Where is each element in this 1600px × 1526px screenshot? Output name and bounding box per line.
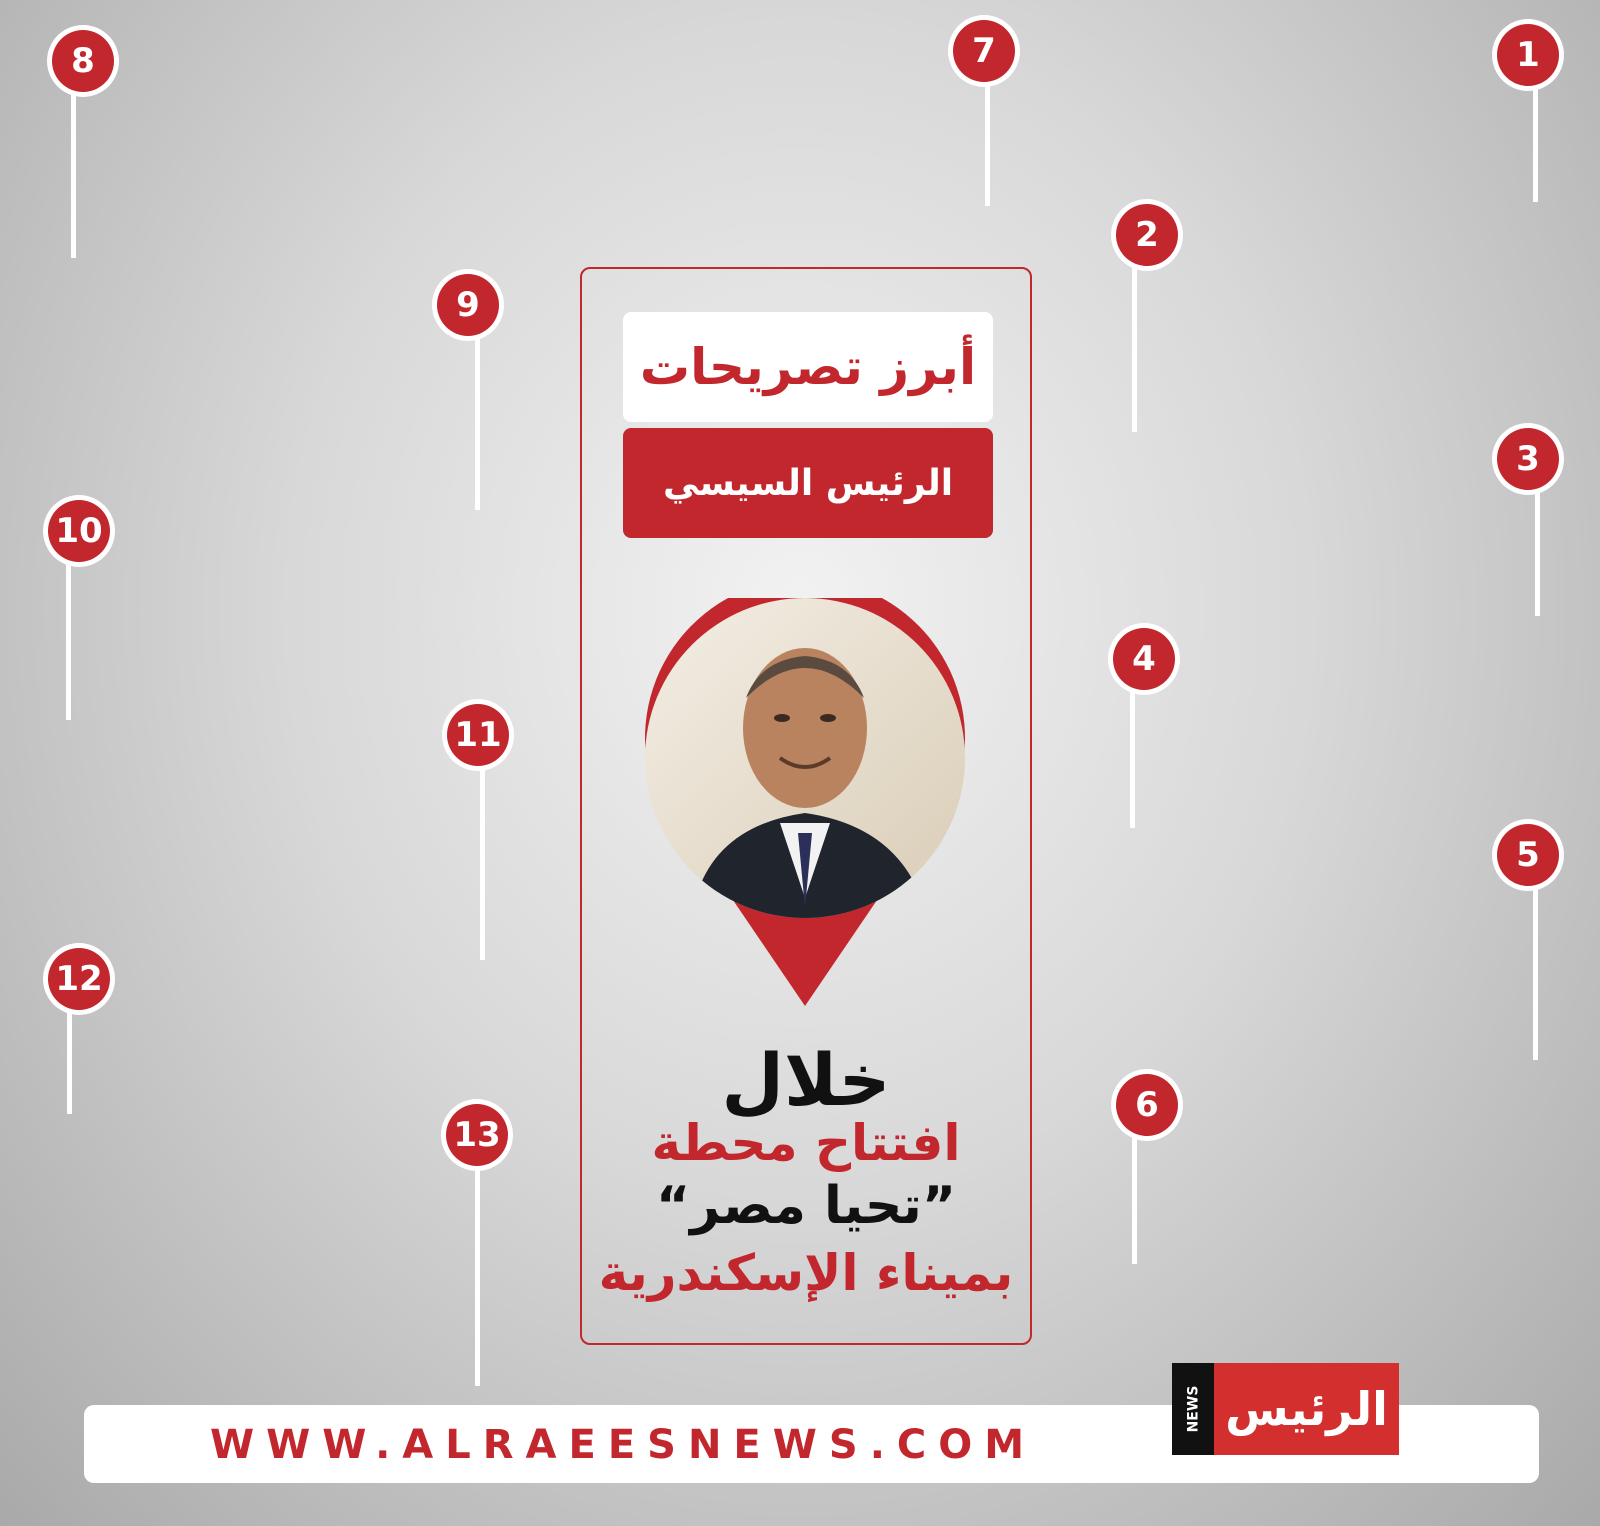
number-badge: 3 bbox=[1497, 428, 1559, 490]
number-badge: 2 bbox=[1116, 204, 1178, 266]
divider-line bbox=[1533, 880, 1538, 1060]
headline-line-3: ”تحيا مصر“ bbox=[656, 1176, 956, 1236]
divider-line bbox=[71, 86, 76, 258]
divider-line bbox=[1533, 70, 1538, 202]
number-badge: 7 bbox=[953, 20, 1015, 82]
number-badge: 8 bbox=[52, 30, 114, 92]
headline-line-1: خلال bbox=[721, 1038, 891, 1122]
divider-line bbox=[1132, 1134, 1137, 1264]
divider-line bbox=[1130, 690, 1135, 828]
president-portrait bbox=[630, 598, 980, 1018]
number-badge: 12 bbox=[48, 948, 110, 1010]
number-badge: 1 bbox=[1497, 24, 1559, 86]
page-title: أبرز تصريحات bbox=[623, 312, 993, 422]
logo-news-tag bbox=[1172, 1363, 1214, 1455]
headline-line-4: بميناء الإسكندرية bbox=[598, 1244, 1014, 1302]
number-badge: 4 bbox=[1113, 628, 1175, 690]
divider-line bbox=[475, 1160, 480, 1386]
divider-line bbox=[985, 80, 990, 206]
number-badge: 10 bbox=[48, 500, 110, 562]
divider-line bbox=[480, 760, 485, 960]
number-badge: 11 bbox=[447, 704, 509, 766]
site-url-link[interactable]: WWW.ALRAEESNEWS.COM bbox=[210, 1422, 1037, 1468]
brand-logo[interactable]: الرئيس bbox=[1214, 1363, 1399, 1455]
number-badge: 9 bbox=[437, 274, 499, 336]
divider-line bbox=[1132, 264, 1137, 432]
divider-line bbox=[475, 330, 480, 510]
page-subtitle: الرئيس السيسي bbox=[623, 428, 993, 538]
headline-line-2: افتتاح محطة bbox=[651, 1114, 961, 1172]
number-badge: 13 bbox=[446, 1104, 508, 1166]
number-badge: 5 bbox=[1497, 824, 1559, 886]
number-badge: 6 bbox=[1116, 1074, 1178, 1136]
logo-news-text: NEWS bbox=[1185, 1385, 1201, 1433]
divider-line bbox=[66, 560, 71, 720]
divider-line bbox=[1535, 486, 1540, 616]
